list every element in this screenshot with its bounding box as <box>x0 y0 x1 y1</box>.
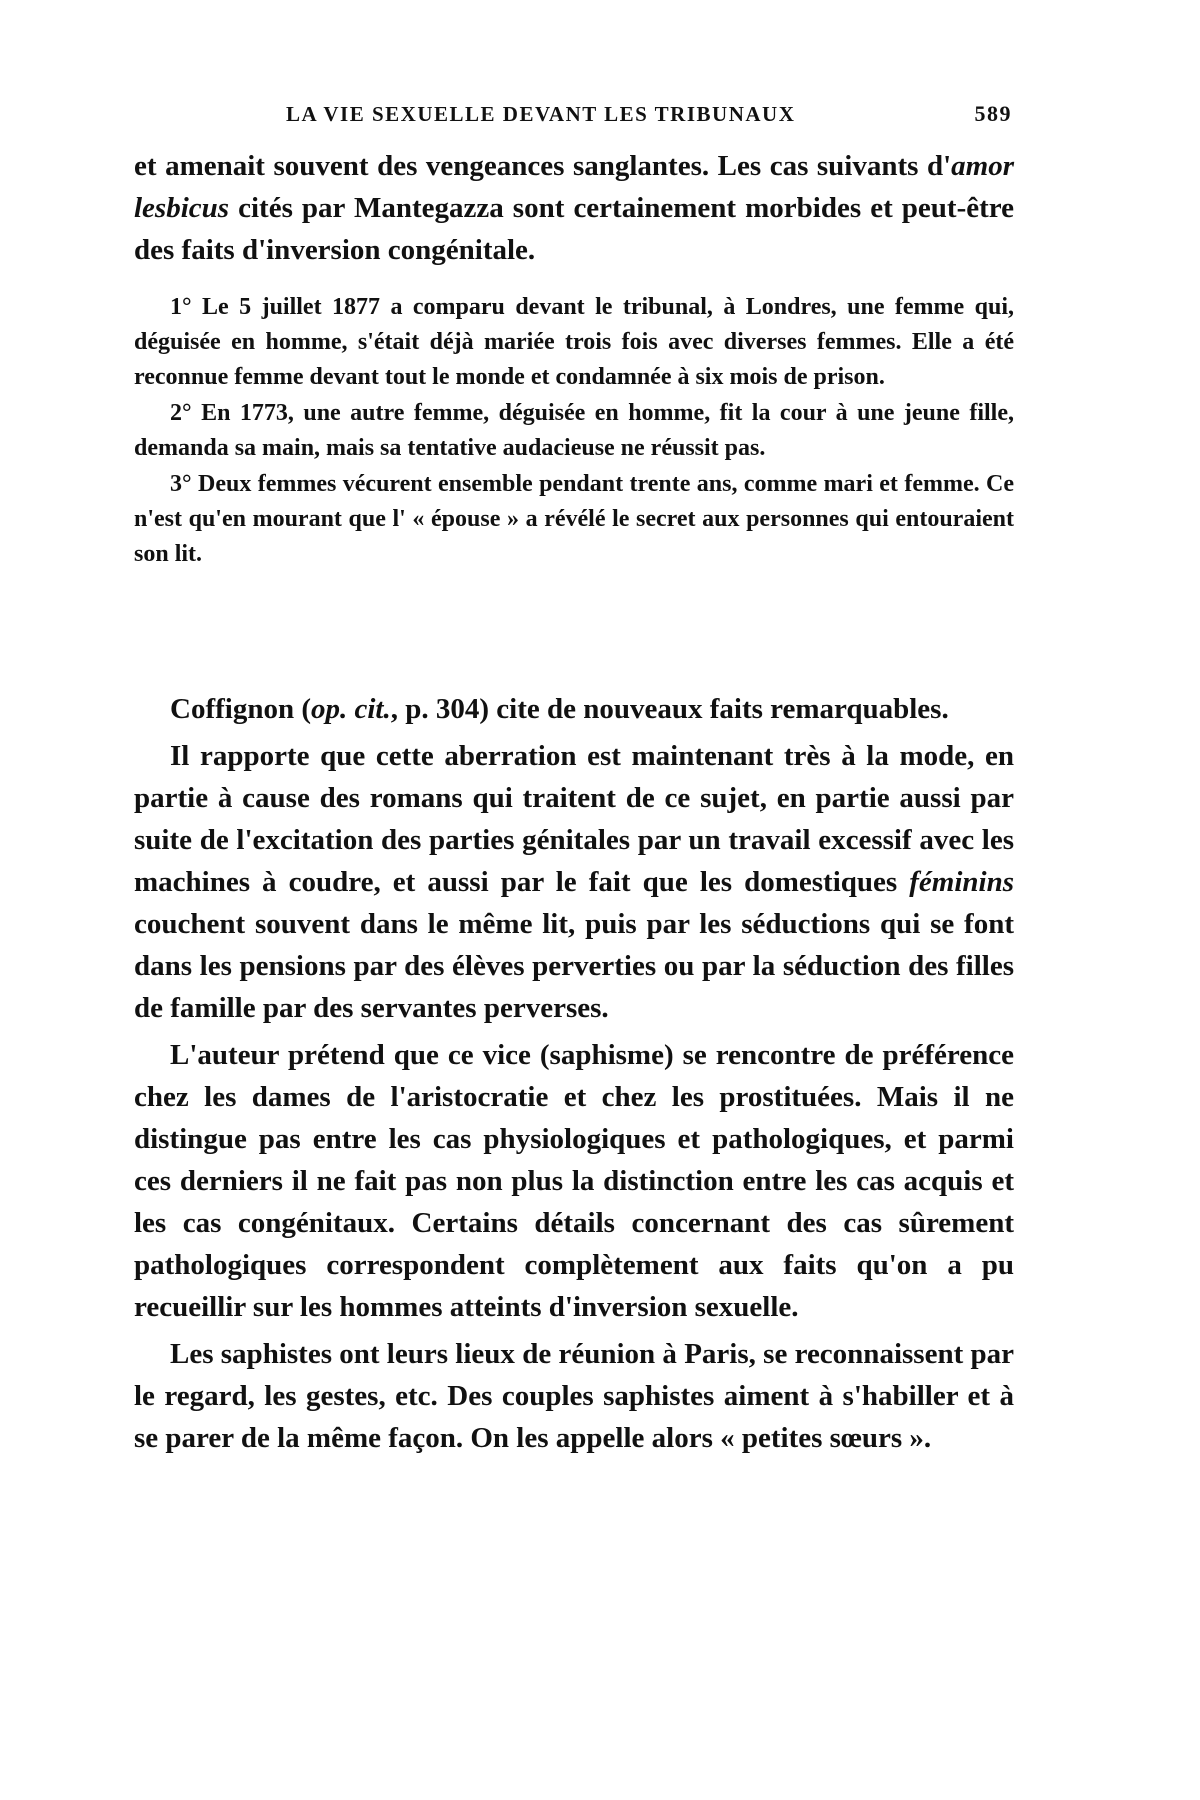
paragraph-auteur: L'auteur prétend que ce vice (saphisme) se rencontre de préférence chez les dames de l'aristocratie et chez les prostituées. Mais il ne distingue pas entre les cas physiologiques et pathologiques, et parmi ces derniers il ne fait pas non plus la distinction entre les cas acquis et les cas congénitaux. Certains détails concernant des cas sûrement pathologiques correspondent complètement aux faits qu'on a pu recueillir sur les hommes atteints d'inversion sexuelle. <box>134 1039 1014 1323</box>
paragraph-coffignon <box>134 688 1014 730</box>
case-item-3: 3° Deux femmes vécurent ensemble pendant trente ans, comme mari et femme. Ce n'est qu'en mourant que l' « épouse » a révélé le secret aux personnes qui entouraient son lit. <box>134 471 1014 567</box>
page-number: 589 <box>974 101 1012 126</box>
p2-text-1: Il rapporte que cette aberration est maintenant très à la mode, en partie à cause des romans qui traitent de ce sujet, en partie aussi par suite de l'excitation des parties génitales par un travail excessif avec les machines à coudre, et aussi par le fait que les domestiques <box>134 740 1014 898</box>
lead-paragraph <box>134 145 1014 271</box>
case-item-1: 1° Le 5 juillet 1877 a comparu devant le tribunal, à Londres, une femme qui, déguisée en homme, s'était déjà mariée trois fois avec diverses femmes. Elle a été reconnue femme devant tout le monde et condamnée à six mois de prison. <box>134 294 1014 390</box>
lead-text-1: et amenait souvent des vengeances sanglantes. Les cas suivants d' <box>134 150 952 182</box>
p1-text-1: Coffignon ( <box>170 693 311 725</box>
p2-italic: féminins <box>909 866 1014 898</box>
running-title: LA VIE SEXUELLE DEVANT LES TRIBUNAUX <box>286 102 796 126</box>
main-text <box>134 688 1014 1464</box>
p1-italic: op. cit. <box>310 693 391 725</box>
lead-text-2: cités par Mantegazza sont certainement morbides et peut-être des faits d'inversion congénitale. <box>134 192 1014 266</box>
p2-text-2: couchent souvent dans le même lit, puis par les séductions qui se font dans les pensions par des élèves perverties ou par la séduction des filles de famille par des servantes perverses. <box>134 908 1014 1024</box>
paragraph-rapporte <box>134 735 1014 1029</box>
p1-text-2: , p. 304) cite de nouveaux faits remarquables. <box>390 693 949 725</box>
lead-italic: amor lesbicus <box>134 150 1014 224</box>
running-head <box>286 96 1012 132</box>
cases-block <box>134 290 1014 573</box>
paragraph-saphistes: Les saphistes ont leurs lieux de réunion à Paris, se reconnaissent par le regard, les gestes, etc. Des couples saphistes aiment à s'habiller et à se parer de la même façon. On les appelle alors « petites sœurs ». <box>134 1338 1014 1454</box>
case-item-2: 2° En 1773, une autre femme, déguisée en homme, fit la cour à une jeune fille, demanda sa main, mais sa tentative audacieuse ne réussit pas. <box>134 400 1014 461</box>
